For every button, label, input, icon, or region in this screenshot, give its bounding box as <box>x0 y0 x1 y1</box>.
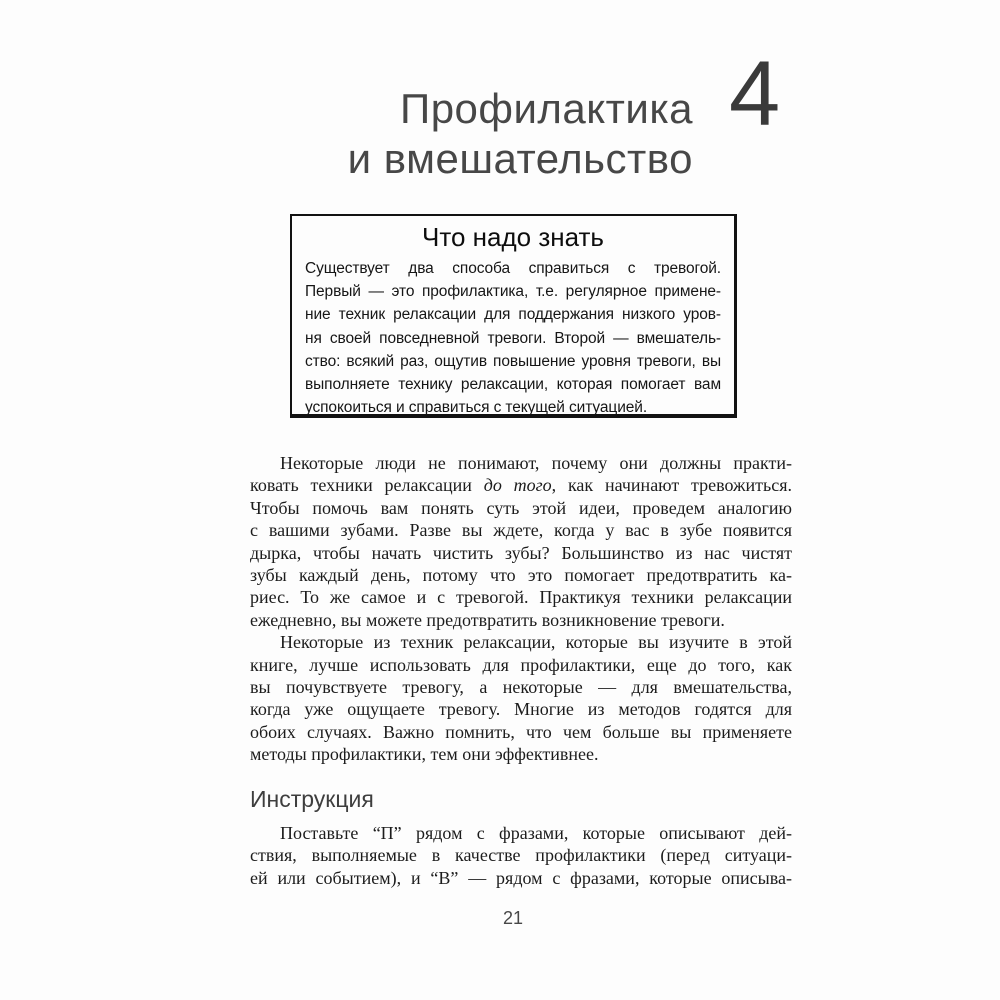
section-heading: Инструкция <box>250 785 374 812</box>
paragraph-2 <box>250 631 792 765</box>
know-box-line: Первый — это профилактика, т.е. регулярное примене- <box>305 283 721 301</box>
know-box-body <box>305 257 721 419</box>
text-line: зубы каждый день, потому что это помогает предотвратить ка- <box>250 565 792 586</box>
know-box-line: ня своей повседневной тревоги. Второй — вмешатель- <box>305 329 721 347</box>
text-line: когда уже ощущаете тревогу. Многие из методов годятся для <box>250 699 792 720</box>
paragraph-3 <box>250 822 792 889</box>
text-line <box>250 474 792 496</box>
paragraph-1 <box>250 452 792 631</box>
text-line: дырка, чтобы начать чистить зубы? Большинство из нас чистят <box>250 542 792 563</box>
know-box-line: ство: всякий раз, ощутив повышение уровня тревоги, вы <box>305 352 721 370</box>
know-box-line: Существует два способа справиться с тревогой. <box>305 260 721 277</box>
know-box-title: Что надо знать <box>422 222 604 252</box>
text-line: ей или событием), и “В” — рядом с фразами, которые описыва- <box>250 867 792 888</box>
text-line: вы почувствуете тревогу, а некоторые — для вмешательства, <box>250 677 792 698</box>
body-text <box>250 452 792 889</box>
know-box-line: успокоиться и справиться с текущей ситуацией. <box>305 399 648 417</box>
text-segment: ковать техники релаксации <box>250 475 484 496</box>
text-line: Некоторые люди не понимают, почему они должны практи- <box>280 453 792 473</box>
know-box <box>290 214 737 418</box>
know-box-line: ние техник релаксации для поддержания низкого уров- <box>305 306 721 324</box>
chapter-title <box>348 84 693 184</box>
text-line: с вашими зубами. Разве вы ждете, когда у вас в зубе появится <box>250 520 792 541</box>
text-line: Некоторые из техник релаксации, которые вы изучите в этой <box>280 632 792 653</box>
text-line: обоих случаях. Важно помнить, что чем больше вы применяете <box>250 721 792 742</box>
chapter-title-line-1: Профилактика <box>400 85 693 132</box>
text-line: Поставьте “П” рядом с фразами, которые описывают дей- <box>280 822 792 843</box>
text-line: методы профилактики, тем они эффективнее. <box>250 744 599 765</box>
text-line: риес. То же самое и с тревогой. Практикуя техники релаксации <box>250 587 792 608</box>
page-number: 21 <box>502 908 524 928</box>
chapter-number: 4 <box>729 43 781 145</box>
italic-phrase: до того <box>483 475 552 496</box>
text-line: книге, лучше использовать для профилактики, еще до того, как <box>250 654 792 675</box>
text-segment: , как начинают тревожиться. <box>551 475 792 496</box>
text-line: ежедневно, вы можете предотвратить возникновение тревоги. <box>250 609 725 630</box>
know-box-line: выполняете технику релаксации, которая помогает вам <box>305 376 721 394</box>
text-line: ствия, выполняемые в качестве профилактики (перед ситуаци- <box>250 845 792 866</box>
text-line: Чтобы помочь вам понять суть этой идеи, проведем аналогию <box>250 497 792 518</box>
chapter-title-line-2: и вмешательство <box>347 135 693 182</box>
